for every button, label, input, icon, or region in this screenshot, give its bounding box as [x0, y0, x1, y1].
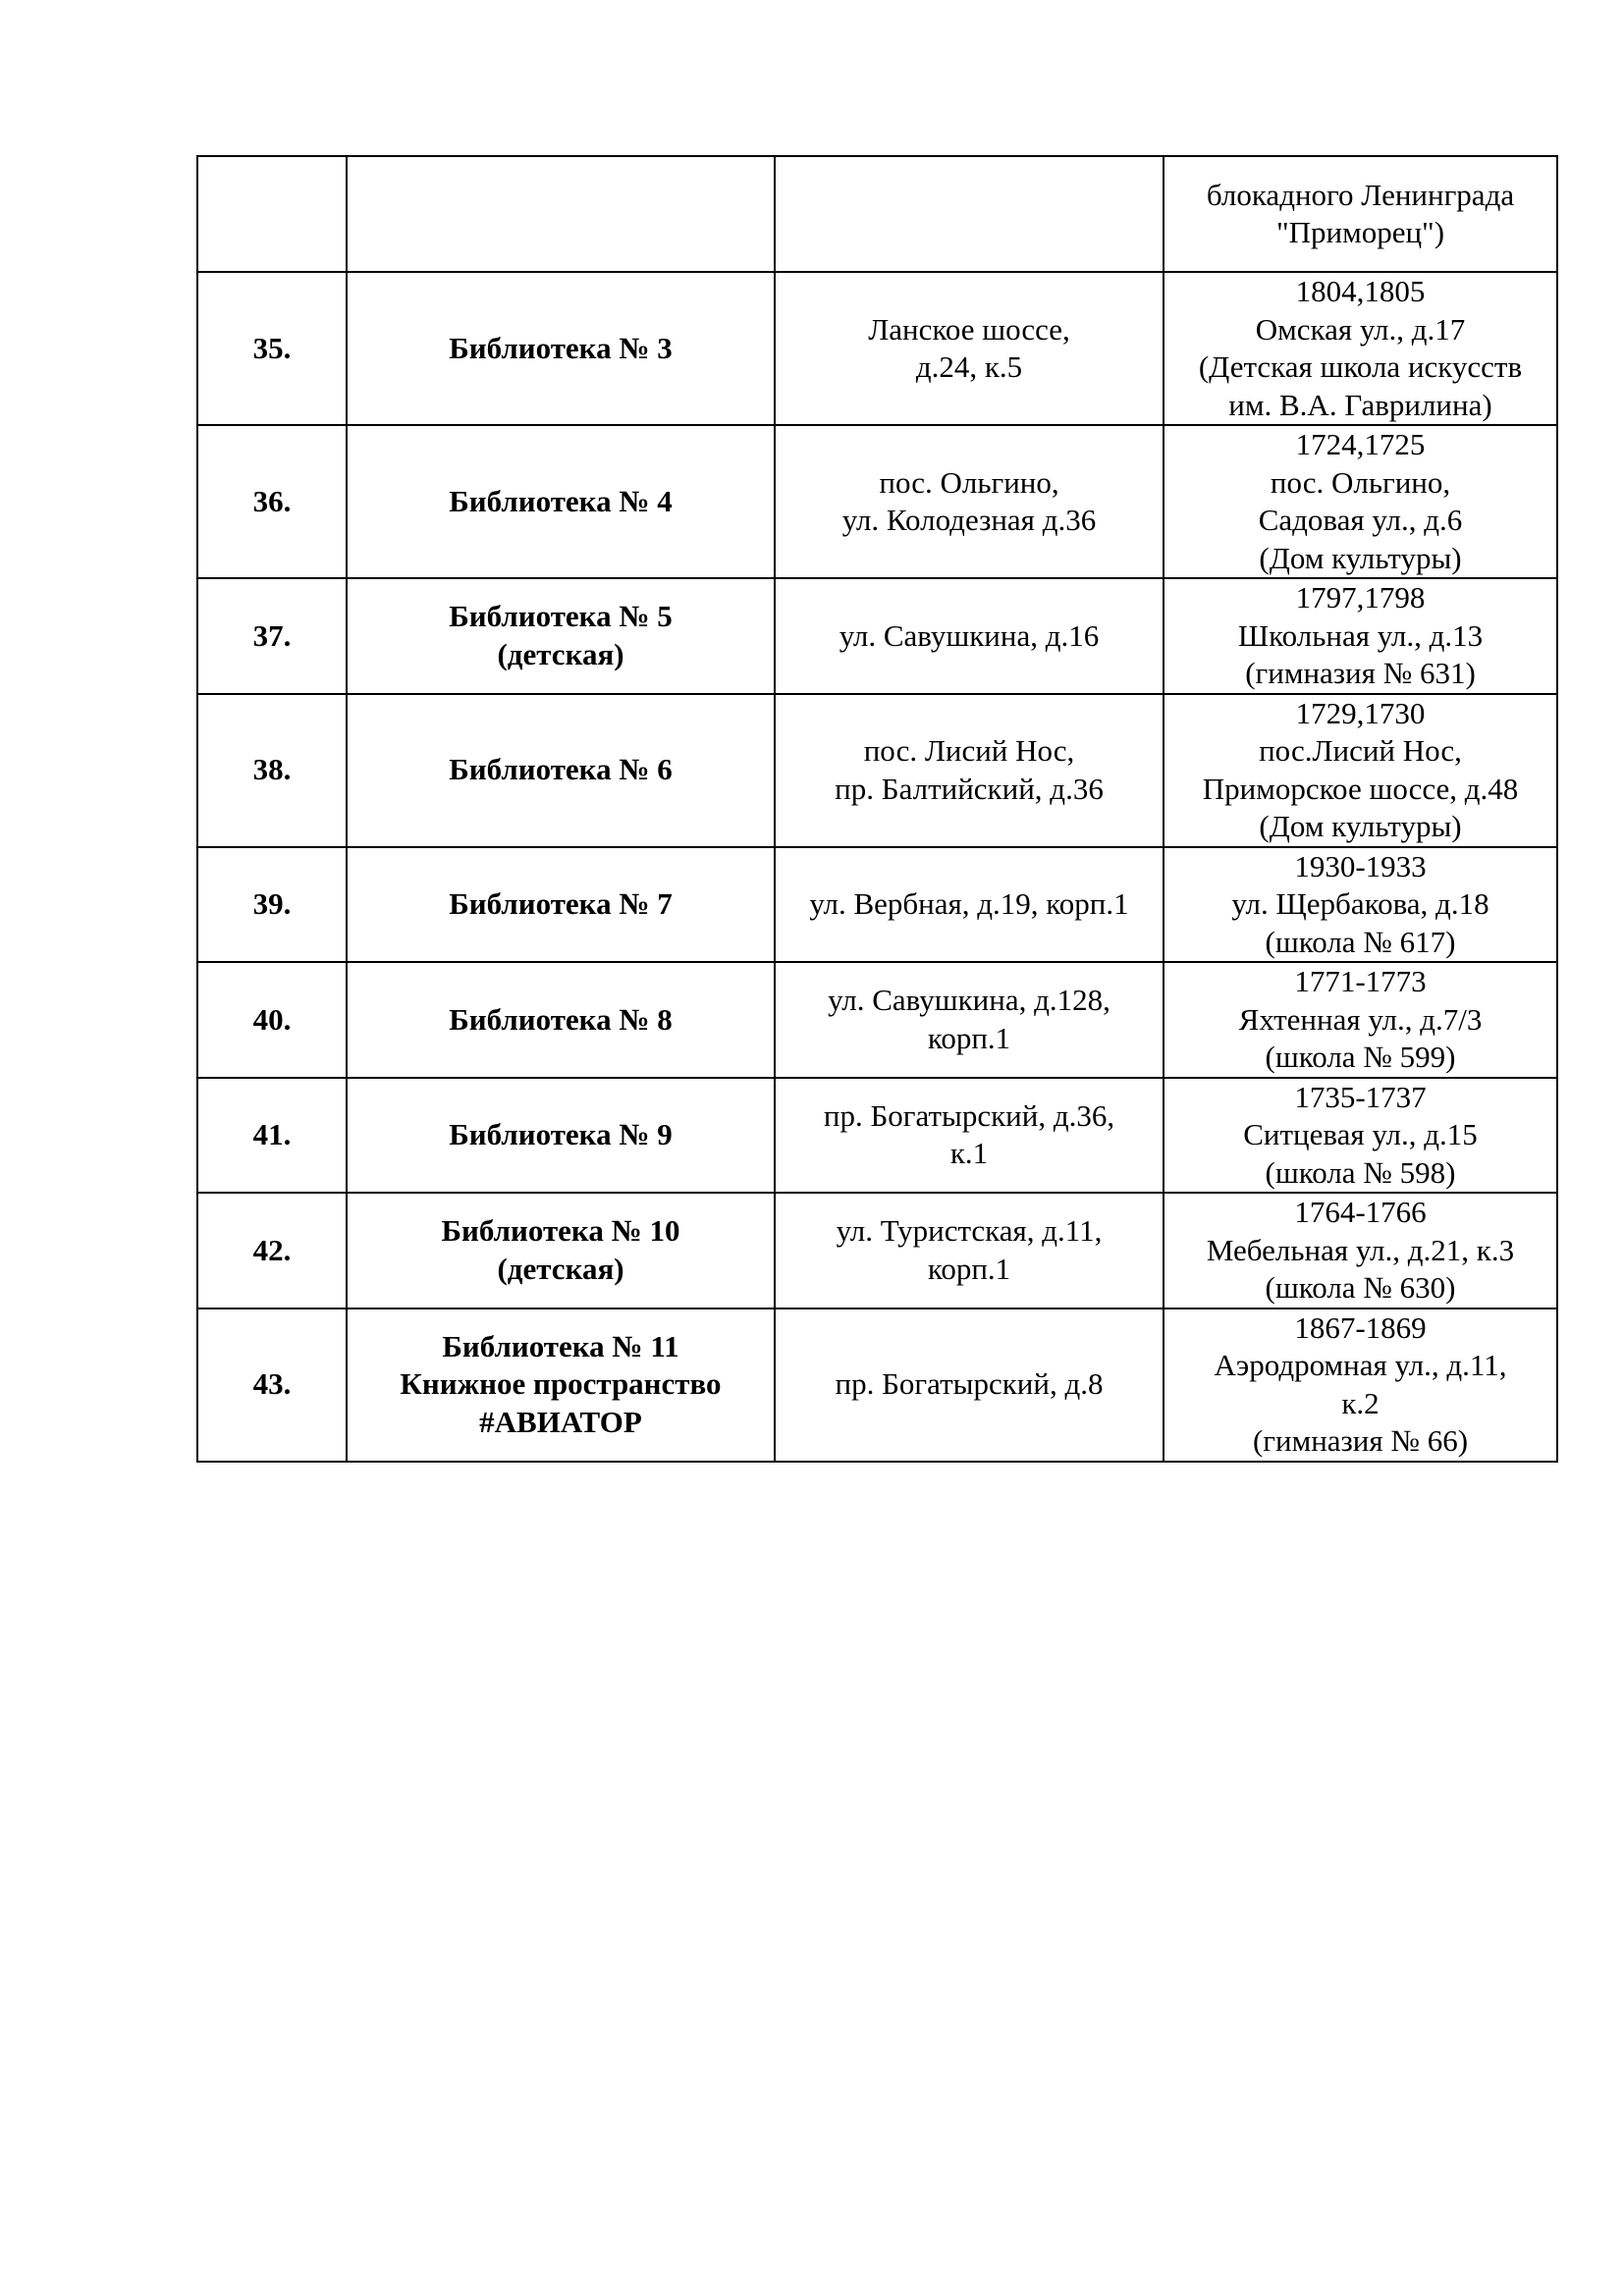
polling-station-cell-line: пос. Ольгино, [1270, 464, 1451, 500]
polling-station-cell [1164, 694, 1557, 847]
library-name-cell-line: Библиотека № 5 [449, 599, 673, 634]
library-address-cell-line: пос. Ольгино, [879, 464, 1059, 500]
library-address-cell-line: ул. Туристская, д.11, [836, 1213, 1103, 1249]
polling-station-cell-line: Приморское шоссе, д.48 [1202, 771, 1519, 806]
polling-station-cell-line: 1771-1773 [1294, 964, 1427, 998]
library-name-cell-line: Библиотека № 9 [449, 1117, 673, 1151]
polling-station-cell-line: 1764-1766 [1294, 1195, 1427, 1229]
library-address-cell [775, 156, 1164, 272]
libraries-table-body [197, 156, 1557, 1462]
row-number-cell: 41. [197, 1078, 347, 1194]
polling-station-cell-line: (школа № 630) [1265, 1270, 1456, 1305]
library-address-cell [775, 847, 1164, 963]
polling-station-cell-line: 1930-1933 [1294, 848, 1427, 883]
library-address-cell-line: корп.1 [927, 1251, 1011, 1286]
polling-station-cell-line: Яхтенная ул., д.7/3 [1238, 1001, 1483, 1037]
polling-station-cell [1164, 156, 1557, 272]
polling-station-cell-line: им. В.А. Гаврилина) [1228, 387, 1492, 422]
row-number-cell: 39. [197, 847, 347, 963]
library-name-cell-line: Библиотека № 6 [449, 752, 673, 787]
library-address-cell [775, 1078, 1164, 1194]
polling-station-cell-line: блокадного Ленинграда [1206, 177, 1515, 212]
table-row [197, 1308, 1557, 1462]
library-address-cell-line: пос. Лисий Нос, [863, 733, 1075, 768]
continuation-row [197, 156, 1557, 272]
libraries-table [196, 155, 1558, 1463]
row-number-cell: 38. [197, 694, 347, 847]
library-address-cell-line: корп.1 [927, 1020, 1011, 1055]
polling-station-cell-line: "Приморец") [1275, 215, 1445, 249]
library-address-cell-line: д.24, к.5 [915, 349, 1023, 384]
table-row [197, 272, 1557, 425]
library-name-cell [347, 425, 775, 578]
polling-station-cell-line: 1735-1737 [1294, 1079, 1427, 1114]
row-number-cell: 40. [197, 962, 347, 1078]
row-number-cell: 43. [197, 1308, 347, 1462]
polling-station-cell-line: (гимназия № 66) [1252, 1423, 1469, 1458]
library-name-cell-line: Книжное пространство [400, 1366, 722, 1402]
library-address-cell-line: ул. Вербная, д.19, корп.1 [809, 886, 1129, 921]
library-name-cell-line: Библиотека № 10 [441, 1213, 680, 1249]
table-row [197, 962, 1557, 1078]
polling-station-cell-line: (гимназия № 631) [1245, 656, 1476, 690]
library-name-cell-line: Библиотека № 4 [449, 483, 673, 518]
library-address-cell-line: пр. Богатырский, д.8 [835, 1366, 1104, 1402]
library-name-cell [347, 962, 775, 1078]
library-address-cell [775, 962, 1164, 1078]
polling-station-cell [1164, 847, 1557, 963]
polling-station-cell-line: 1867-1869 [1294, 1309, 1427, 1345]
polling-station-cell-line: 1797,1798 [1295, 580, 1426, 614]
library-address-cell [775, 272, 1164, 425]
library-name-cell-line: #АВИАТОР [479, 1404, 642, 1439]
polling-station-cell-line: 1804,1805 [1295, 274, 1426, 308]
library-name-cell-line: Библиотека № 11 [442, 1328, 679, 1363]
library-name-cell [347, 847, 775, 963]
library-name-cell [347, 578, 775, 694]
polling-station-cell [1164, 1193, 1557, 1308]
polling-station-cell [1164, 962, 1557, 1078]
library-name-cell-line: Библиотека № 8 [449, 1001, 673, 1037]
polling-station-cell-line: Ситцевая ул., д.15 [1243, 1117, 1478, 1151]
library-address-cell-line: ул. Савушкина, д.128, [828, 983, 1110, 1018]
library-address-cell-line: пр. Балтийский, д.36 [835, 771, 1104, 806]
library-address-cell [775, 694, 1164, 847]
polling-station-cell [1164, 1308, 1557, 1462]
row-number-cell: 35. [197, 272, 347, 425]
row-number-cell: 36. [197, 425, 347, 578]
table-row [197, 1078, 1557, 1194]
row-number-cell: 42. [197, 1193, 347, 1308]
polling-station-cell-line: (школа № 598) [1265, 1154, 1456, 1190]
library-address-cell [775, 1193, 1164, 1308]
table-row [197, 425, 1557, 578]
library-address-cell [775, 578, 1164, 694]
library-address-cell [775, 1308, 1164, 1462]
polling-station-cell-line: (школа № 617) [1265, 924, 1456, 959]
polling-station-cell-line: Мебельная ул., д.21, к.3 [1206, 1232, 1515, 1267]
table-row [197, 578, 1557, 694]
library-name-cell [347, 694, 775, 847]
polling-station-cell-line: Садовая ул., д.6 [1258, 503, 1463, 537]
row-number-cell: 37. [197, 578, 347, 694]
library-name-cell [347, 1308, 775, 1462]
library-name-cell-line: (детская) [497, 636, 624, 671]
library-address-cell-line: к.1 [949, 1136, 989, 1171]
library-name-cell-line: (детская) [497, 1251, 624, 1286]
library-address-cell [775, 425, 1164, 578]
library-name-cell-line: Библиотека № 7 [449, 886, 673, 921]
polling-station-cell-line: (Дом культуры) [1259, 540, 1462, 575]
polling-station-cell-line: пос.Лисий Нос, [1259, 733, 1462, 768]
polling-station-cell-line: Школьная ул., д.13 [1237, 617, 1484, 653]
polling-station-cell-line: (Дом культуры) [1259, 809, 1462, 843]
library-name-cell [347, 1078, 775, 1194]
polling-station-cell [1164, 578, 1557, 694]
polling-station-cell-line: (Детская школа искусств [1198, 349, 1523, 384]
polling-station-cell-line: Аэродромная ул., д.11, [1214, 1348, 1507, 1382]
polling-station-cell-line: к.2 [1341, 1385, 1380, 1420]
polling-station-cell [1164, 272, 1557, 425]
library-address-cell-line: Ланское шоссе, [868, 311, 1070, 347]
library-address-cell-line: пр. Богатырский, д.36, [823, 1097, 1115, 1133]
library-name-cell [347, 272, 775, 425]
polling-station-cell-line: 1724,1725 [1295, 427, 1426, 461]
polling-station-cell [1164, 425, 1557, 578]
library-address-cell-line: ул. Савушкина, д.16 [839, 617, 1100, 653]
library-name-cell [347, 1193, 775, 1308]
library-address-cell-line: ул. Колодезная д.36 [841, 503, 1097, 537]
polling-station-cell [1164, 1078, 1557, 1194]
polling-station-cell-line: ул. Щербакова, д.18 [1231, 886, 1489, 921]
table-row [197, 847, 1557, 963]
polling-station-cell-line: Омская ул., д.17 [1255, 311, 1466, 347]
polling-station-cell-line: (школа № 599) [1265, 1040, 1456, 1074]
row-number-cell [197, 156, 347, 272]
table-row [197, 1193, 1557, 1308]
table-row [197, 694, 1557, 847]
library-name-cell-line: Библиотека № 3 [449, 330, 673, 365]
library-name-cell [347, 156, 775, 272]
polling-station-cell-line: 1729,1730 [1295, 695, 1426, 730]
